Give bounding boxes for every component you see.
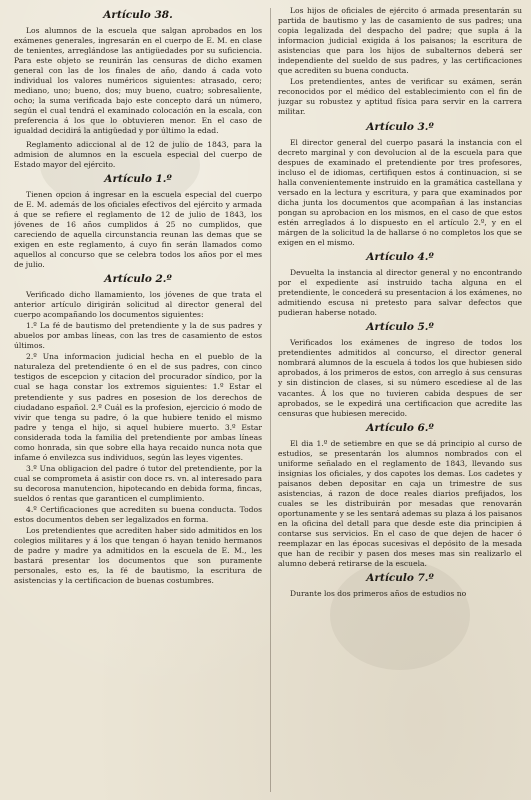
article-3-title: Artículo 3.º [366, 120, 434, 133]
regulation-heading: Reglamento adiccional al de 12 de julio de 1843, para la admision de alumnos en la escuela especial del cuerpo de Estado mayor del ejército. [14, 139, 262, 169]
right-paragraph-2: Los pretendientes, antes de verificar su exámen, serán reconocidos por el médico del establecimiento con el fin de juzgar su robustez y aptitud física para servir en la carrera militar. [278, 77, 522, 117]
right-column [278, 6, 522, 796]
article-1-paragraph: Tienen opcion á ingresar en la escuela especial del cuerpo de E. M. además de los oficiales efectivos del ejército y armada á que se refiere el reglamento de 12 de julio de 1843, los jóvenes de 16 años cumplidos á 25 no cumplidos, que careciendo de aquella circunstancia reunan las demas que se exigen en este reglamento, á cuyo fin serán llamados como aquellos al concurso que se celebra todos los años por el mes de julio. [14, 189, 262, 269]
article-2-paragraph-5: 4.º Certificaciones que acrediten su buena conducta. Todos estos documentos deben ser legalizados en forma. [14, 505, 262, 525]
article-5-paragraph: Verificados los exámenes de ingreso de todos los pretendientes admitidos al concurso, el director general nombrará alumnos de la escuela á todos los que hubiesen sido aprobados, á los primeros de estos, con arreglo á sus censuras y sin distincion de clases, si su número escediese al de las vacantes. Á los que no tuvieren cabida despues de ser aprobados, se le expedirá una certificacion que acredite las censuras que hubiesen merecido. [278, 338, 522, 418]
article-3-paragraph: El director general del cuerpo pasará la instancia con el decreto marginal y con devolucion al de la escuela para que despues de examinado el pretendiente por tres profesores, incluso el de idiomas, certifiquen estos á continuacion, si se halla convenientemente instruido en la gramática castellana y versado en la lectura y escritura, y para que examinados por dicha junta los documentos que acompañan á las instancias pongan su aprobacion en los mismos, en el caso de que estos estén arreglados á lo dispuesto en el artículo 2.º, y en el márgen de la solicitud la de hallarse ó no completos los que se exigen en el mismo. [278, 137, 522, 247]
article-4-paragraph: Devuelta la instancia al director general y no encontrando por el expediente así instruido tacha alguna en el pretendiente, le concederá su presentacion á los exámenes, no admitiendo escusa ni pretesto para salvar defectos que pudieran haberse notado. [278, 268, 522, 318]
article-7-paragraph: Durante los dos primeros años de estudios no [290, 589, 467, 599]
article-5-title: Artículo 5.º [366, 321, 434, 334]
article-2-paragraph-4: 3.º Una obligacion del padre ó tutor del pretendiente, por la cual se comprometa á asistir con doce rs. vn. al interesado para su decorosa manutencion, hipotecando en debida forma, fincas, sueldos ó rentas que garanticen el cumplimiento. [14, 463, 262, 503]
article-2-paragraph-6: Los pretendientes que acrediten haber sido admitidos en los colegios militares y á los que tengan ó hayan tenido hermanos de padre y madre ya admitidos en la escuela de E. M., les bastará presentar los documentos que son puramente personales, esto es, la fé de bautismo, la escritura de asistencias y la certificacion de buenas costumbres. [14, 526, 262, 586]
left-column [14, 6, 262, 796]
article-38-paragraph: Los alumnos de la escuela que salgan aprobados en los exámenes generales, ingresarán en el cuerpo de E. M. en clase de tenientes, arreglándose las antigüedades por su suficiencia. Para este objeto se reunirán las censuras de dicho examen general con las de los finales de año, dando á cada voto individual los valores numéricos siguientes: atrasado, cero; mediano, uno; bueno, dos; muy bueno, cuatro; sobresaliente, ocho; la suma verificada bajo este concepto dará un número, según el cual tendrá el examinado colocación en la escala, con preferencia á los que lo obtuvieren menor. En el caso de igualdad decidirá la antigüedad y por último la edad. [14, 26, 262, 136]
article-2-paragraph-3: 2.º Una informacion judicial hecha en el pueblo de la naturaleza del pretendiente ó en el de sus padres, con cinco testigos de escepcion y citacion del procurador síndico, por la cual se haga constar los extremos siguientes: 1.º Estar el pretendiente y sus padres en posesion de los derechos de ciudadano español. 2.º Cuál es la profesion, ejercicio ó modo de vivir que tenga su padre, ó la que hubiere tenido el mismo padre y tenga el hijo, si aquel hubiere muerto. 3.º Estar considerada toda la familia del pretendiente por ambas líneas como honrada, sin que sobre ella haya recaido nunca nota que infame ó envilezca sus individuos, según las leyes vigentes. [14, 352, 262, 462]
article-38-title: Artículo 38. [103, 9, 173, 21]
article-6-paragraph: El dia 1.º de setiembre en que se dá principio al curso de estudios, se presentarán los alumnos nombrados con el uniforme señalado en el reglamento de 1843, llevando sus insignias los oficiales, y dos capotes los demas. Los cadetes y paisanos deben depositar en caja un trimestre de sus asistencias, á razon de doce reales diarios prefijados, los cuales se les distribuirán por mesadas que renovarán oportunamente y se les sentará ademas su plaza á los paisanos en la oficina del detall para que desde este dia principien á contarse sus servicios. En el caso de que dejen de hacer ó reemplazar en las épocas sucesivas el depósito de la mesada que han de recibir y pasen dos meses mas sin realizarlo el alumno deberá retirarse de la escuela. [278, 438, 522, 569]
article-4-title: Artículo 4.º [366, 251, 434, 264]
article-7-title: Artículo 7.º [366, 572, 434, 585]
article-2-paragraph-1: Verificado dicho llamamiento, los jóvenes de que trata el anterior artículo dirigirán solicitud al director general del cuerpo acompañando los documentos siguientes: [14, 290, 262, 320]
article-6-title: Artículo 6.º [366, 421, 434, 434]
right-paragraph-1: Los hijos de oficiales de ejército ó armada presentarán su partida de bautismo y las de casamiento de sus padres; una copia legalizada del despacho del padre; que supla á la informacion judicial exigida á los paisanos; la escritura de asistencias que para los hijos de subalternos deberá ser independiente del sueldo de sus padres, y las certificaciones que acrediten su buena conducta. [278, 6, 522, 76]
column-divider [270, 8, 271, 792]
article-2-title: Artículo 2.º [104, 273, 172, 286]
article-1-title: Artículo 1.º [104, 172, 172, 185]
article-2-paragraph-2: 1.º La fé de bautismo del pretendiente y la de sus padres y abuelos por ambas líneas, con las tres de casamiento de estos últimos. [14, 321, 262, 351]
